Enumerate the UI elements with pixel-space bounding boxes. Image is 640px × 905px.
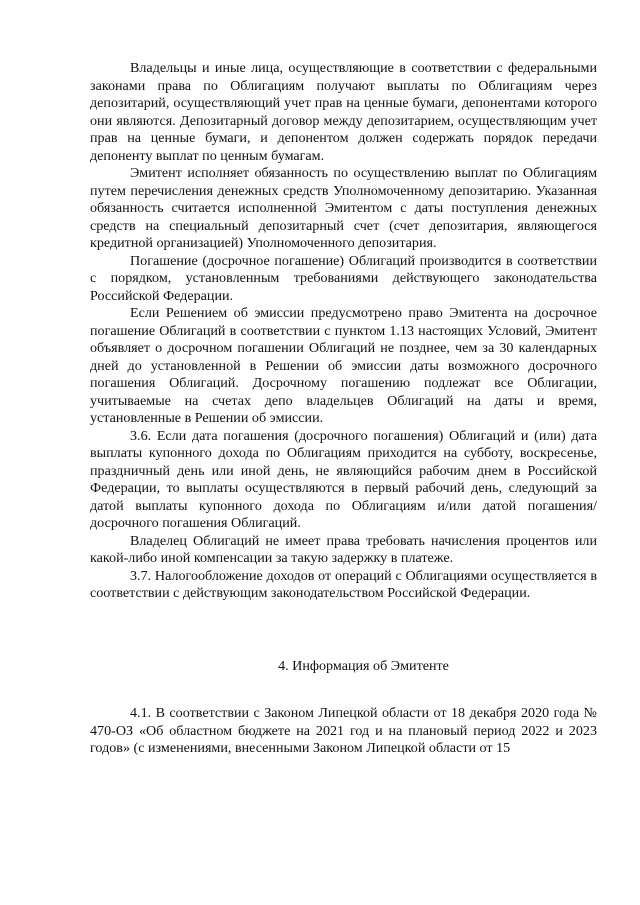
section-heading: 4. Информация об Эмитенте bbox=[278, 657, 449, 674]
paragraph-redemption-procedure: Погашение (досрочное погашение) Облигаций производится в соответствии с порядком, установленным требованиями действующего законодательства Российской Федерации. bbox=[90, 252, 597, 304]
spacer bbox=[90, 603, 597, 658]
paragraph-issuer-obligation: Эмитент исполняет обязанность по осуществлению выплат по Облигациям путем перечисления денежных средств Уполномоченному депозитарию. Указанная обязанность считается исполненной Эмитентом с даты поступления денежных средств на специальный депозитарный счет (счет депозитария, являющегося кредитной организацией) Уполномоченного депозитария. bbox=[90, 165, 597, 251]
paragraph-4-1-issuer-info: 4.1. В соответствии с Законом Липецкой области от 18 декабря 2020 года № 470-ОЗ «Об областном бюджете на 2021 год и на плановый период 2022 и 2023 годов» (с изменениями, внесенными Законом Липецкой области от 15 bbox=[90, 705, 597, 756]
spacer bbox=[90, 675, 597, 705]
paragraph-3-6-non-working-day: 3.6. Если дата погашения (досрочного погашения) Облигаций и (или) дата выплаты купонного дохода по Облигациям приходится на субботу, воскресенье, праздничный день или иной день, не являющийся рабочим днем в Российской Федерации, то выплаты осуществляются в первый рабочий день, следующий за датой выплаты купонного дохода по Облигациям и/или датой погашения/досрочного погашения Облигаций. bbox=[90, 427, 597, 531]
paragraph-early-redemption: Если Решением об эмиссии предусмотрено право Эмитента на досрочное погашение Облигаций в соответствии с пунктом 1.13 настоящих Условий, Эмитент объявляет о досрочном погашении Облигаций не позднее, чем за 30 календарных дней до установленной в Решении об эмиссии даты возможного досрочного погашения Облигаций. Досрочному погашению подлежат все Облигации, учитываемые на счетах депо владельцев Облигаций на даты и время, установленные в Решении об эмиссии. bbox=[90, 305, 597, 426]
paragraph-no-compensation: Владелец Облигаций не имеет права требовать начисления процентов или какой-либо иной компенсации за такую задержку в платеже. bbox=[90, 532, 597, 566]
paragraph-3-7-taxation: 3.7. Налогообложение доходов от операций с Облигациями осуществляется в соответствии с действующим законодательством Российской Федерации. bbox=[90, 567, 597, 601]
paragraph-payments-via-depository: Владельцы и иные лица, осуществляющие в соответствии с федеральными законами права по Облигациям получают выплаты по Облигациям через депозитарий, осуществляющий учет прав на ценные бумаги, депонентами которого они являются. Депозитарный договор между депозитарием, осуществляющим учет прав на ценные бумаги, и депонентом должен содержать порядок передачи депоненту выплат по ценным бумагам. bbox=[90, 60, 597, 164]
